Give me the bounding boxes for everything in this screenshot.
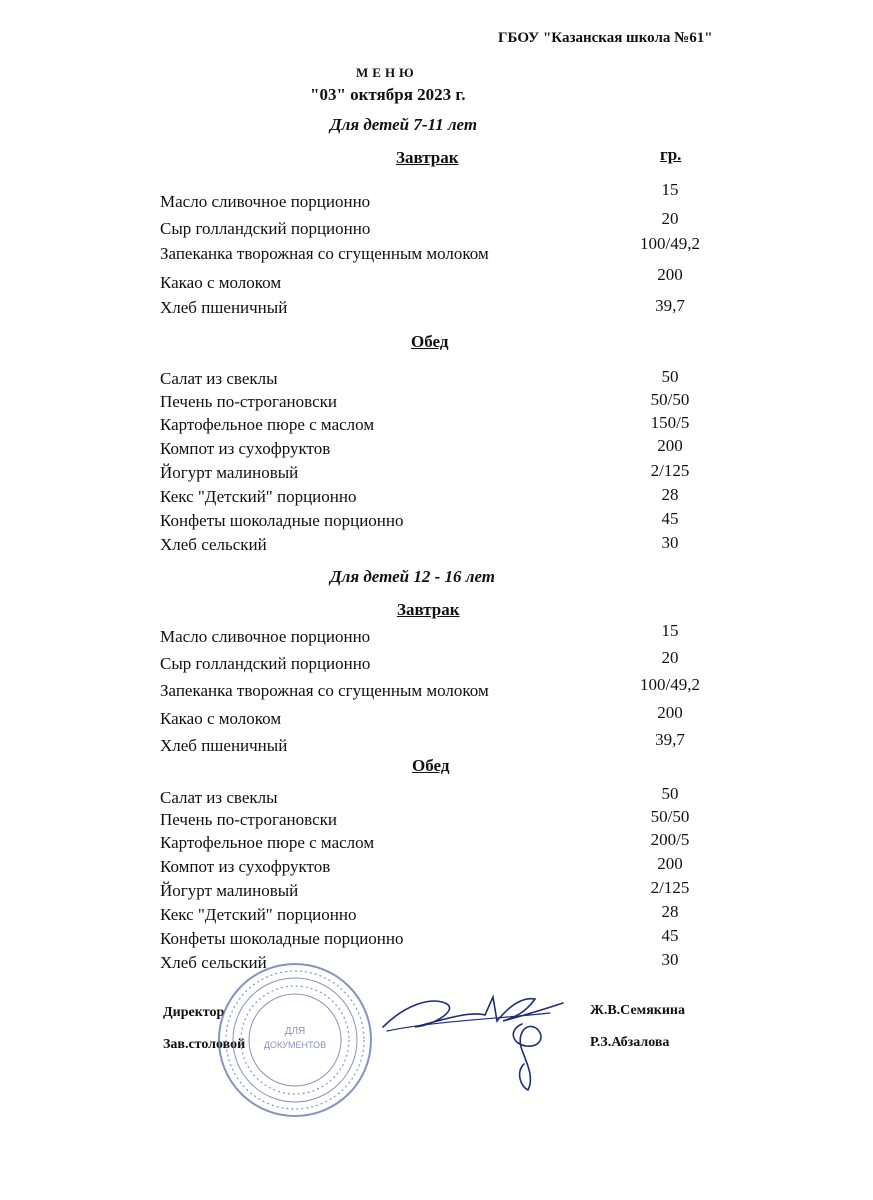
item-qty: 100/49,2 bbox=[640, 234, 700, 253]
group1-breakfast-title: Завтрак bbox=[396, 148, 459, 167]
item-name: Печень по-строгановски bbox=[160, 810, 337, 829]
item-qty: 50 bbox=[661, 367, 679, 386]
item-name: Кекс "Детский" порционно bbox=[160, 905, 357, 924]
item-qty: 200 bbox=[657, 436, 683, 455]
item-name: Салат из свеклы bbox=[160, 369, 278, 388]
group2-title: Для детей 12 - 16 лет bbox=[330, 567, 496, 586]
item-qty: 20 bbox=[661, 648, 679, 667]
item-name: Картофельное пюре с маслом bbox=[160, 833, 375, 852]
item-name: Печень по-строгановски bbox=[160, 392, 337, 411]
item-qty: 15 bbox=[661, 621, 679, 640]
stamp-text-1: ДЛЯ bbox=[284, 1026, 306, 1037]
grams-header: гр. bbox=[660, 145, 682, 164]
school-name: ГБОУ "Казанская школа №61" bbox=[498, 30, 713, 46]
item-qty: 30 bbox=[661, 950, 679, 969]
item-qty: 20 bbox=[661, 209, 679, 228]
item-name: Хлеб сельский bbox=[160, 535, 267, 554]
item-qty: 28 bbox=[661, 485, 679, 504]
item-name: Картофельное пюре с маслом bbox=[160, 415, 375, 434]
canteen-name: Р.З.Абзалова bbox=[590, 1035, 670, 1050]
canteen-label: Зав.столовой bbox=[163, 1037, 246, 1052]
menu-date: "03" октября 2023 г. bbox=[310, 85, 466, 104]
list-item bbox=[160, 535, 760, 559]
item-name: Йогурт малиновый bbox=[160, 881, 299, 900]
item-name: Конфеты шоколадные порционно bbox=[160, 511, 404, 530]
list-item bbox=[160, 436, 760, 463]
item-qty: 30 bbox=[661, 533, 679, 552]
list-item bbox=[160, 463, 760, 487]
item-name: Сыр голландский порционно bbox=[160, 654, 371, 673]
group2-lunch-title: Обед bbox=[412, 756, 450, 775]
item-qty: 200 bbox=[657, 703, 683, 722]
item-name: Компот из сухофруктов bbox=[160, 439, 331, 458]
group2-breakfast-title: Завтрак bbox=[397, 600, 460, 619]
item-qty: 150/5 bbox=[650, 413, 690, 432]
item-qty: 50/50 bbox=[650, 390, 690, 409]
menu-title: МЕНЮ bbox=[356, 65, 418, 80]
item-qty: 45 bbox=[661, 926, 679, 945]
round-stamp bbox=[215, 960, 375, 1120]
item-name: Хлеб сельский bbox=[160, 953, 267, 972]
list-item bbox=[160, 265, 760, 297]
item-qty: 45 bbox=[661, 509, 679, 528]
director-name: Ж.В.Семякина bbox=[590, 1003, 685, 1018]
list-item bbox=[160, 511, 760, 535]
stamp-text-2: ДОКУМЕНТОВ bbox=[263, 1040, 327, 1050]
item-qty: 200/5 bbox=[650, 830, 690, 849]
item-qty: 100/49,2 bbox=[640, 675, 700, 694]
item-qty: 28 bbox=[661, 902, 679, 921]
list-item bbox=[160, 675, 760, 705]
director-label: Директор bbox=[163, 1005, 225, 1020]
list-item bbox=[160, 730, 760, 760]
item-qty: 15 bbox=[661, 180, 679, 199]
item-name: Запеканка творожная со сгущенным молоком bbox=[160, 681, 489, 700]
group1-title: Для детей 7-11 лет bbox=[330, 115, 478, 134]
item-name: Кекс "Детский" порционно bbox=[160, 487, 357, 506]
item-name: Хлеб пшеничный bbox=[160, 736, 288, 755]
item-qty: 2/125 bbox=[650, 878, 690, 897]
item-name: Запеканка творожная со сгущенным молоком bbox=[160, 244, 489, 263]
item-qty: 200 bbox=[657, 854, 683, 873]
item-name: Компот из сухофруктов bbox=[160, 857, 331, 876]
item-name: Сыр голландский порционно bbox=[160, 219, 371, 238]
item-name: Хлеб пшеничный bbox=[160, 298, 288, 317]
item-qty: 50/50 bbox=[650, 807, 690, 826]
list-item bbox=[160, 487, 760, 511]
item-name: Масло сливочное порционно bbox=[160, 192, 371, 211]
group1-lunch-title: Обед bbox=[411, 332, 449, 351]
item-name: Конфеты шоколадные порционно bbox=[160, 929, 404, 948]
item-name: Какао с молоком bbox=[160, 709, 282, 728]
canteen-signature bbox=[500, 1020, 560, 1095]
item-qty: 39,7 bbox=[655, 296, 685, 315]
item-name: Какао с молоком bbox=[160, 273, 282, 292]
item-name: Йогурт малиновый bbox=[160, 463, 299, 482]
item-qty: 50 bbox=[661, 784, 679, 803]
item-name: Салат из свеклы bbox=[160, 788, 278, 807]
item-qty: 39,7 bbox=[655, 730, 685, 749]
item-name: Масло сливочное порционно bbox=[160, 627, 371, 646]
item-qty: 2/125 bbox=[650, 461, 690, 480]
list-item bbox=[160, 298, 760, 322]
item-qty: 200 bbox=[657, 265, 683, 284]
